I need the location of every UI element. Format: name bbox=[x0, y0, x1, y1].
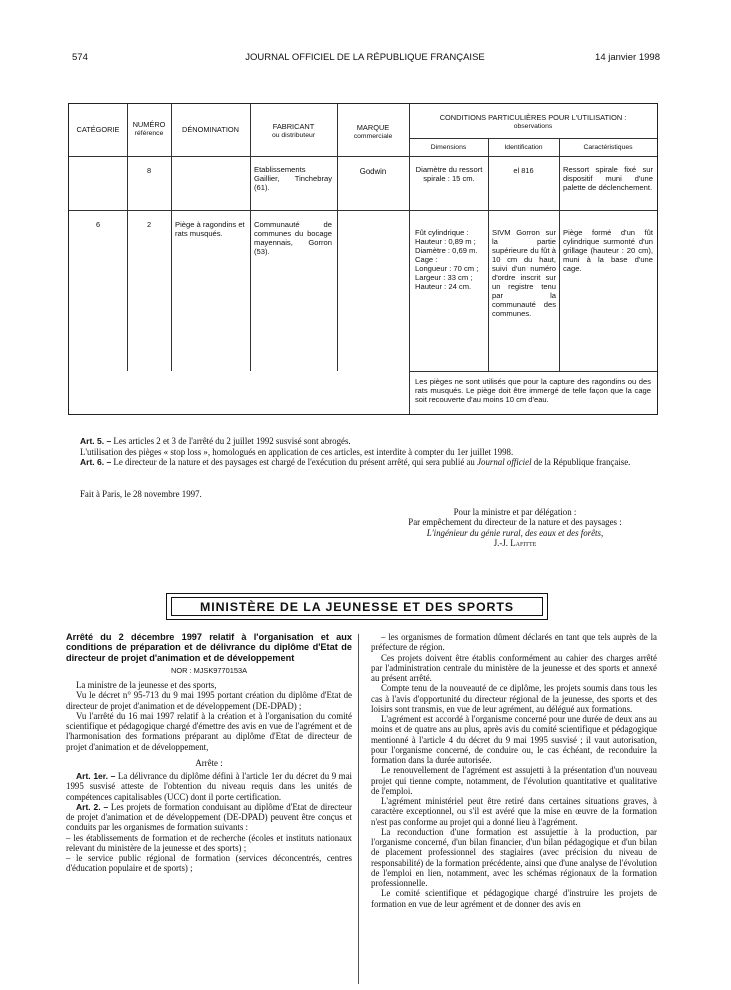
row2-categorie: 6 bbox=[95, 220, 101, 229]
paragraph: Le renouvellement de l'agrément est assujetti à la présentation d'un nouveau projet qui tienne compte, notamment, de l'évolution quantitative et qualitative de l'emploi. bbox=[371, 765, 657, 796]
arrete-label: Arrête : bbox=[195, 757, 223, 768]
paragraph: Le comité scientifique et pédagogique chargé d'instruire les projets de formation en vue de leur agrément et de donner des avis en bbox=[371, 888, 657, 909]
row2-dimensions bbox=[415, 229, 485, 292]
col-header-dimensions: Dimensions bbox=[430, 144, 467, 151]
row2-numero: 2 bbox=[146, 220, 152, 229]
col-header-denomination: DÉNOMINATION bbox=[182, 125, 239, 134]
page-number: 574 bbox=[72, 52, 88, 63]
col-header-numero: NUMÉRO référence bbox=[132, 120, 166, 137]
nor-reference: NOR : MJSK9770153A bbox=[171, 665, 247, 675]
row1-identification: el 816 bbox=[513, 166, 534, 175]
paragraph: Vu le décret n° 95-713 du 9 mai 1995 portant création du diplôme d'Etat de directeur de projet d'animation et de développement (DE-DPAD) ; bbox=[66, 690, 352, 711]
column-divider bbox=[358, 634, 359, 984]
article-1: Art. 1er. – La délivrance du diplôme défini à l'article 1er du décret du 9 mai 1995 susvisé atteste de l'obtention du niveau requis dans les unités de compétences capitalisables (UCC) dont il porte certification. bbox=[66, 771, 352, 802]
table-note: Les pièges ne sont utilisés que pour la capture des ragondins ou des rats musqués. Le piège doit être immergé de telle façon que la cage soit recouverte d'au moins 10 cm d'eau. bbox=[415, 377, 651, 404]
ministry-title: MINISTÈRE DE LA JEUNESSE ET DES SPORTS bbox=[171, 597, 543, 616]
paragraph: Ces projets doivent être établis conformément au cahier des charges arrêté par l'administration centrale du ministère de la jeunesse et des sports et annexé au présent arrêté. bbox=[371, 652, 657, 683]
signatory-name: J.-J. Lafitte bbox=[493, 538, 537, 549]
col-header-caracteristiques: Caractéristiques bbox=[583, 144, 633, 151]
regulation-table bbox=[68, 103, 658, 415]
signature-block: Pour la ministre et par délégation : Par empêchement du directeur de la nature et des paysages : L'ingénieur du génie rural, des eaux et des forêts, J.-J. Lafitte bbox=[370, 507, 660, 549]
paragraph: L'agrément ministériel peut être retiré dans certaines situations graves, à caractère exceptionnel, ou s'il est avéré que la mise en œuvre de la formation n'est pas conforme au projet qui a donné lieu à l'agrément. bbox=[371, 796, 657, 827]
row2-caracteristiques: Piège formé d'un fût cylindrique surmonté d'un grillage (hauteur : 20 cm), muni à la base d'une cage. bbox=[563, 228, 653, 273]
paragraph: Vu l'arrêté du 16 mai 1997 relatif à la création et à l'organisation du comité scientifique et pédagogique chargé d'émettre des avis en vue de l'agrément et de l'harmonisation des formations préparant au diplôme d'Etat de directeur de projet d'animation et de développement, bbox=[66, 710, 352, 752]
dimension-line: Fût cylindrique : bbox=[415, 228, 469, 237]
dimension-line: Hauteur : 0,89 m ; bbox=[415, 236, 476, 246]
dimension-line: Diamètre : 0,69 m. bbox=[415, 245, 478, 255]
issue-date: 14 janvier 1998 bbox=[595, 52, 660, 63]
dimension-line: Cage : bbox=[415, 254, 438, 264]
paragraph: La reconduction d'une formation est assujettie à la production, par l'organisme concerné, d'un bilan financier, d'un bilan pédagogique et d'un bilan de placement professionnel des stagiaires (avec précision du niveau de responsabilité) de la formation précédente, ainsi que d'une analyse de l'évolution de l'emploi en lien, notamment, avec les schémas régionaux de la formation professionnelle. bbox=[371, 826, 657, 888]
list-item: – les établissements de formation et de recherche (écoles et instituts nationaux relevant du ministère de la jeunesse et des sports) ; bbox=[66, 832, 352, 853]
paragraph: – les organismes de formation dûment déclarés en tant que tels auprès de la préfecture de région. bbox=[371, 632, 657, 653]
done-at: Fait à Paris, le 28 novembre 1997. bbox=[80, 489, 202, 499]
article-5: Art. 5. – Les articles 2 et 3 de l'arrêté du 2 juillet 1992 susvisé sont abrogés. bbox=[80, 436, 351, 446]
list-item: – le service public régional de formation (services déconcentrés, centres d'éducation populaire et de sports) ; bbox=[66, 853, 352, 874]
paragraph: Compte tenu de la nouveauté de ce diplôme, les projets soumis dans tous les cas à l'avis d'opportunité du directeur régional de la jeunesse, des sports et des loisirs sont transmis, en vue de leur agrément, au délégué aux formations. bbox=[371, 683, 657, 714]
col-header-identification: Identification bbox=[504, 144, 543, 151]
row2-fabricant: Communauté de communes du bocage mayennais, Gorron (53). bbox=[254, 220, 332, 256]
row2-identification: SIVM Gorron sur la partie supérieure du fût à 10 cm du haut, suivi d'un numéro d'ordre inscrit sur un registre tenu par la communauté des communes. bbox=[492, 228, 556, 318]
row1-caracteristiques: Ressort spirale fixé sur dispositif muni d'une palette de déclenchement. bbox=[563, 165, 653, 192]
row1-dimensions: Diamètre du ressort spirale : 15 cm. bbox=[415, 165, 483, 183]
row2-denomination: Piège à ragondins et rats musqués. bbox=[175, 220, 245, 238]
col-header-fabricant: FABRICANT ou distributeur bbox=[271, 122, 316, 139]
col-header-categorie: CATÉGORIE bbox=[76, 125, 120, 134]
row1-fabricant: Etablissements Gaillier, Tinchebray (61). bbox=[254, 165, 332, 192]
dimension-line: Longueur : 70 cm ; bbox=[415, 263, 479, 273]
col-header-conditions: CONDITIONS PARTICULIÈRES POUR L'UTILISATION : observations bbox=[439, 113, 627, 130]
dimension-line: Largeur : 33 cm ; bbox=[415, 272, 473, 282]
article-6: Art. 6. – Le directeur de la nature et des paysages est chargé de l'exécution du présent arrêté, qui sera publié au Journal officiel de la République française. bbox=[80, 457, 631, 468]
page-header bbox=[70, 52, 660, 68]
decree-title: Arrêté du 2 décembre 1997 relatif à l'organisation et aux conditions de préparation et de délivrance du diplôme d'Etat de directeur de projet d'animation et de développement bbox=[66, 632, 352, 663]
article-2: Art. 2. – Les projets de formation conduisant au diplôme d'Etat de directeur de projet d'animation et de développement (DE-DPAD) peuvent être conçus et conduits par les organismes de formation suivants : bbox=[66, 801, 352, 833]
dimension-line: Hauteur : 24 cm. bbox=[415, 281, 472, 291]
articles-block bbox=[80, 436, 655, 468]
right-column bbox=[371, 632, 657, 909]
article-5-paragraph: L'utilisation des pièges « stop loss », homologués en application de ces articles, est interdite à compter du 1er juillet 1998. bbox=[80, 446, 514, 457]
left-column bbox=[66, 632, 352, 874]
ministry-banner bbox=[166, 593, 548, 620]
row1-marque: Godwin bbox=[359, 167, 387, 176]
col-header-marque: MARQUE commerciale bbox=[353, 123, 393, 140]
paragraph: L'agrément est accordé à l'organisme concerné pour une durée de deux ans au moins et de quatre ans au plus, après avis du comité scientifique et pédagogique mentionné à l'article 4 du décret du 9 mai 1995 susvisé ; il vaut autorisation, pour l'organisme concerné, de conduire ou, le cas échéant, de reconduire la formation dans la durée autorisée. bbox=[371, 714, 657, 765]
journal-title: JOURNAL OFFICIEL DE LA RÉPUBLIQUE FRANÇAISE bbox=[245, 52, 485, 63]
row1-numero: 8 bbox=[146, 166, 152, 175]
paragraph: La ministre de la jeunesse et des sports, bbox=[76, 680, 217, 691]
